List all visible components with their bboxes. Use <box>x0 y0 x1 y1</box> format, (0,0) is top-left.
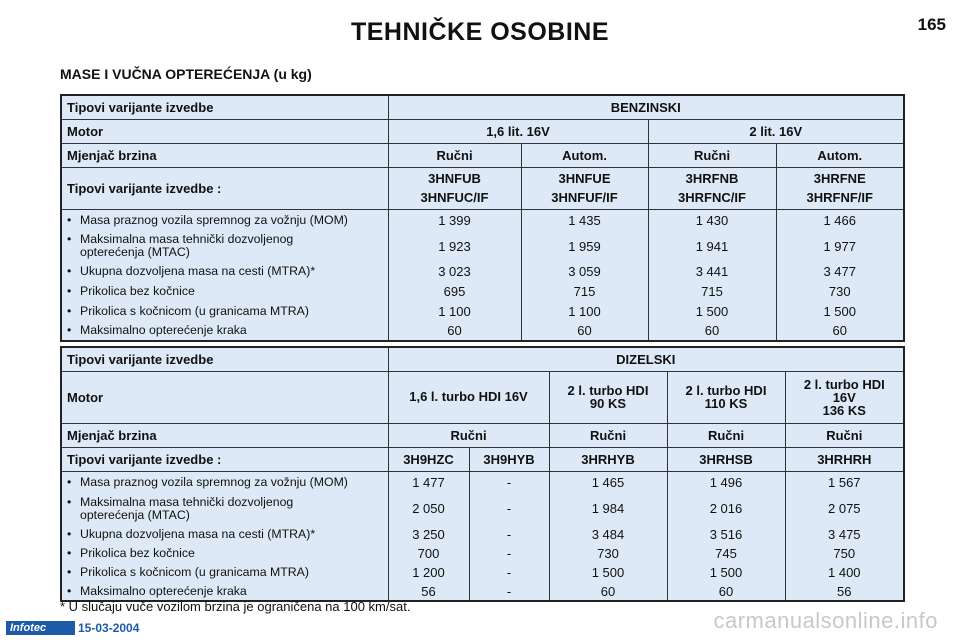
types-label: Tipovi varijante izvedbe : <box>61 167 388 209</box>
value-cell: 745 <box>667 544 785 563</box>
row-label-text: opterećenja (MTAC) <box>80 507 190 522</box>
value-cell: 730 <box>776 282 904 301</box>
value-cell: 2 016 <box>667 493 785 524</box>
motor-line: 2 l. turbo HDI <box>685 383 767 398</box>
gearbox-cell: Ručni <box>388 143 521 167</box>
row-label <box>61 471 388 493</box>
table-row <box>61 261 904 282</box>
gearbox-cell: Autom. <box>521 143 648 167</box>
type-code: 3HRHYB <box>549 447 667 471</box>
value-cell: 1 500 <box>776 301 904 321</box>
watermark: carmanualsonline.info <box>713 608 938 633</box>
bullet: • <box>67 546 72 560</box>
value-cell: 700 <box>388 544 469 563</box>
bullet: • <box>67 494 72 509</box>
table-row <box>61 301 904 321</box>
type-code: 3HNFUF/IF <box>551 190 618 205</box>
row-label-text: Prikolica bez kočnice <box>80 546 195 560</box>
row-label <box>61 301 388 321</box>
value-cell: 1 959 <box>521 231 648 261</box>
value-cell: - <box>469 563 549 582</box>
diesel-gearbox-row <box>61 423 904 447</box>
motor-cell <box>667 371 785 423</box>
value-cell: 1 465 <box>549 471 667 493</box>
bullet: • <box>67 303 72 318</box>
value-cell: 1 923 <box>388 231 521 261</box>
value-cell: 730 <box>549 544 667 563</box>
table-row <box>61 321 904 341</box>
brand-logo: Infotec <box>6 621 75 635</box>
row-label-text: Prikolica s kočnicom (u granicama MTRA) <box>80 565 309 579</box>
table-row <box>61 282 904 301</box>
value-cell: 60 <box>521 321 648 341</box>
motor-cell: 1,6 lit. 16V <box>388 119 648 143</box>
motor-cell <box>785 371 904 423</box>
motor-line: 2 l. turbo HDI <box>803 376 885 392</box>
motor-line: 2 l. turbo HDI <box>567 383 649 398</box>
type-cell <box>776 167 904 209</box>
petrol-variant-row <box>61 95 904 119</box>
variant-label: Tipovi varijante izvedbe <box>61 347 388 371</box>
row-label-text: Maksimalna masa tehnički dozvoljenog <box>80 232 294 246</box>
value-cell: - <box>469 582 549 601</box>
table-row <box>61 563 904 582</box>
value-cell: 60 <box>648 321 776 341</box>
table-row <box>61 231 904 261</box>
print-date: 15-03-2004 <box>78 621 140 635</box>
motor-line: 90 KS <box>589 396 627 411</box>
page-title: TEHNIČKE OSOBINE <box>350 18 610 46</box>
gearbox-cell: Ručni <box>549 423 667 447</box>
petrol-spec-table <box>60 94 905 342</box>
row-label-text: Maksimalno opterećenje kraka <box>80 323 247 337</box>
value-cell: 695 <box>388 282 521 301</box>
type-cell <box>648 167 776 209</box>
petrol-gearbox-row <box>61 143 904 167</box>
value-cell: 1 100 <box>388 301 521 321</box>
row-label <box>61 261 388 282</box>
petrol-types-row <box>61 167 904 209</box>
value-cell: 56 <box>785 582 904 601</box>
petrol-motor-row <box>61 119 904 143</box>
value-cell: 3 475 <box>785 524 904 544</box>
gearbox-cell: Autom. <box>776 143 904 167</box>
motor-label: Motor <box>61 371 388 423</box>
diesel-spec-table <box>60 346 905 602</box>
fuel-type-cell: DIZELSKI <box>388 347 904 371</box>
type-code: 3HRFNE <box>813 171 866 186</box>
value-cell: 1 977 <box>776 231 904 261</box>
value-cell: 3 059 <box>521 261 648 282</box>
row-label <box>61 544 388 563</box>
bullet: • <box>67 323 72 337</box>
row-label <box>61 282 388 301</box>
gearbox-label: Mjenjač brzina <box>61 143 388 167</box>
value-cell: - <box>469 493 549 524</box>
type-cell <box>521 167 648 209</box>
type-code: 3H9HYB <box>469 447 549 471</box>
value-cell: 1 496 <box>667 471 785 493</box>
value-cell: 715 <box>521 282 648 301</box>
row-label-text: Maksimalna masa tehnički dozvoljenog <box>80 494 294 509</box>
row-label <box>61 231 388 261</box>
row-label-text: Ukupna dozvoljena masa na cesti (MTRA)* <box>80 526 316 541</box>
value-cell: 1 500 <box>549 563 667 582</box>
page-number: 165 <box>917 15 946 34</box>
fuel-type-cell: BENZINSKI <box>388 95 904 119</box>
variant-label: Tipovi varijante izvedbe <box>61 95 388 119</box>
value-cell: 1 477 <box>388 471 469 493</box>
value-cell: 3 484 <box>549 524 667 544</box>
row-label-text: Ukupna dozvoljena masa na cesti (MTRA)* <box>80 264 316 278</box>
type-code: 3HNFUB <box>428 171 481 186</box>
bullet: • <box>67 232 72 246</box>
value-cell: 750 <box>785 544 904 563</box>
row-label-text: Prikolica bez kočnice <box>80 284 195 298</box>
bullet: • <box>67 565 72 579</box>
value-cell: 60 <box>549 582 667 601</box>
footnote: * U slučaju vuče vozilom brzina je ograničena na 100 km/sat. <box>60 599 411 614</box>
value-cell: - <box>469 544 549 563</box>
motor-cell: 2 lit. 16V <box>648 119 904 143</box>
table-row <box>61 493 904 524</box>
value-cell: 1 567 <box>785 471 904 493</box>
motor-line: 110 KS <box>704 396 748 411</box>
row-label <box>61 493 388 524</box>
motor-label: Motor <box>61 119 388 143</box>
value-cell: 1 430 <box>648 209 776 231</box>
motor-line: 1,6 l. turbo HDI 16V <box>409 389 528 404</box>
value-cell: 2 050 <box>388 493 469 524</box>
gearbox-cell: Ručni <box>785 423 904 447</box>
value-cell: 1 400 <box>785 563 904 582</box>
value-cell: 60 <box>667 582 785 601</box>
bullet: • <box>67 212 72 227</box>
type-cell <box>388 167 521 209</box>
value-cell: 1 984 <box>549 493 667 524</box>
motor-line: 136 KS <box>822 402 866 418</box>
value-cell: 1 500 <box>667 563 785 582</box>
value-cell: 715 <box>648 282 776 301</box>
value-cell: 3 441 <box>648 261 776 282</box>
motor-cell <box>388 371 549 423</box>
gearbox-cell: Ručni <box>667 423 785 447</box>
type-code: 3HRHRH <box>785 447 904 471</box>
bullet: • <box>67 264 72 278</box>
table-row <box>61 209 904 231</box>
value-cell: 1 466 <box>776 209 904 231</box>
bullet: • <box>67 474 72 489</box>
bullet: • <box>67 284 72 298</box>
type-code: 3HNFUC/IF <box>420 190 489 205</box>
value-cell: 1 100 <box>521 301 648 321</box>
row-label-text: Prikolica s kočnicom (u granicama MTRA) <box>80 303 309 318</box>
type-code: 3HNFUE <box>558 171 611 186</box>
value-cell: 1 200 <box>388 563 469 582</box>
table-row <box>61 544 904 563</box>
type-code: 3HRFNF/IF <box>806 190 873 205</box>
row-label <box>61 524 388 544</box>
row-label-text: opterećenja (MTAC) <box>80 245 190 259</box>
row-label-text: Masa praznog vozila spremnog za vožnju (MOM) <box>80 474 348 489</box>
diesel-types-row <box>61 447 904 471</box>
row-label <box>61 209 388 231</box>
row-label <box>61 321 388 341</box>
value-cell: 1 941 <box>648 231 776 261</box>
gearbox-cell: Ručni <box>648 143 776 167</box>
value-cell: 3 250 <box>388 524 469 544</box>
motor-line: 16V <box>832 389 856 405</box>
type-code: 3H9HZC <box>388 447 469 471</box>
table-row <box>61 471 904 493</box>
gearbox-cell: Ručni <box>388 423 549 447</box>
value-cell: 56 <box>388 582 469 601</box>
row-label-text: Masa praznog vozila spremnog za vožnju (MOM) <box>80 212 348 227</box>
motor-cell <box>549 371 667 423</box>
type-code: 3HRFNC/IF <box>678 190 746 205</box>
value-cell: 1 500 <box>648 301 776 321</box>
diesel-motor-row <box>61 371 904 423</box>
section-heading: MASE I VUČNA OPTEREĆENJA (u kg) <box>60 66 312 82</box>
value-cell: 3 477 <box>776 261 904 282</box>
value-cell: 2 075 <box>785 493 904 524</box>
value-cell: - <box>469 471 549 493</box>
row-label-text: Maksimalno opterećenje kraka <box>80 583 247 598</box>
diesel-variant-row <box>61 347 904 371</box>
bullet: • <box>67 583 72 598</box>
type-code: 3HRFNB <box>685 171 739 186</box>
gearbox-label: Mjenjač brzina <box>61 423 388 447</box>
value-cell: 1 399 <box>388 209 521 231</box>
type-code: 3HRHSB <box>667 447 785 471</box>
row-label <box>61 563 388 582</box>
value-cell: 1 435 <box>521 209 648 231</box>
bullet: • <box>67 526 72 541</box>
value-cell: - <box>469 524 549 544</box>
value-cell: 3 023 <box>388 261 521 282</box>
types-label: Tipovi varijante izvedbe : <box>61 447 388 471</box>
value-cell: 60 <box>776 321 904 341</box>
table-row <box>61 524 904 544</box>
value-cell: 3 516 <box>667 524 785 544</box>
value-cell: 60 <box>388 321 521 341</box>
